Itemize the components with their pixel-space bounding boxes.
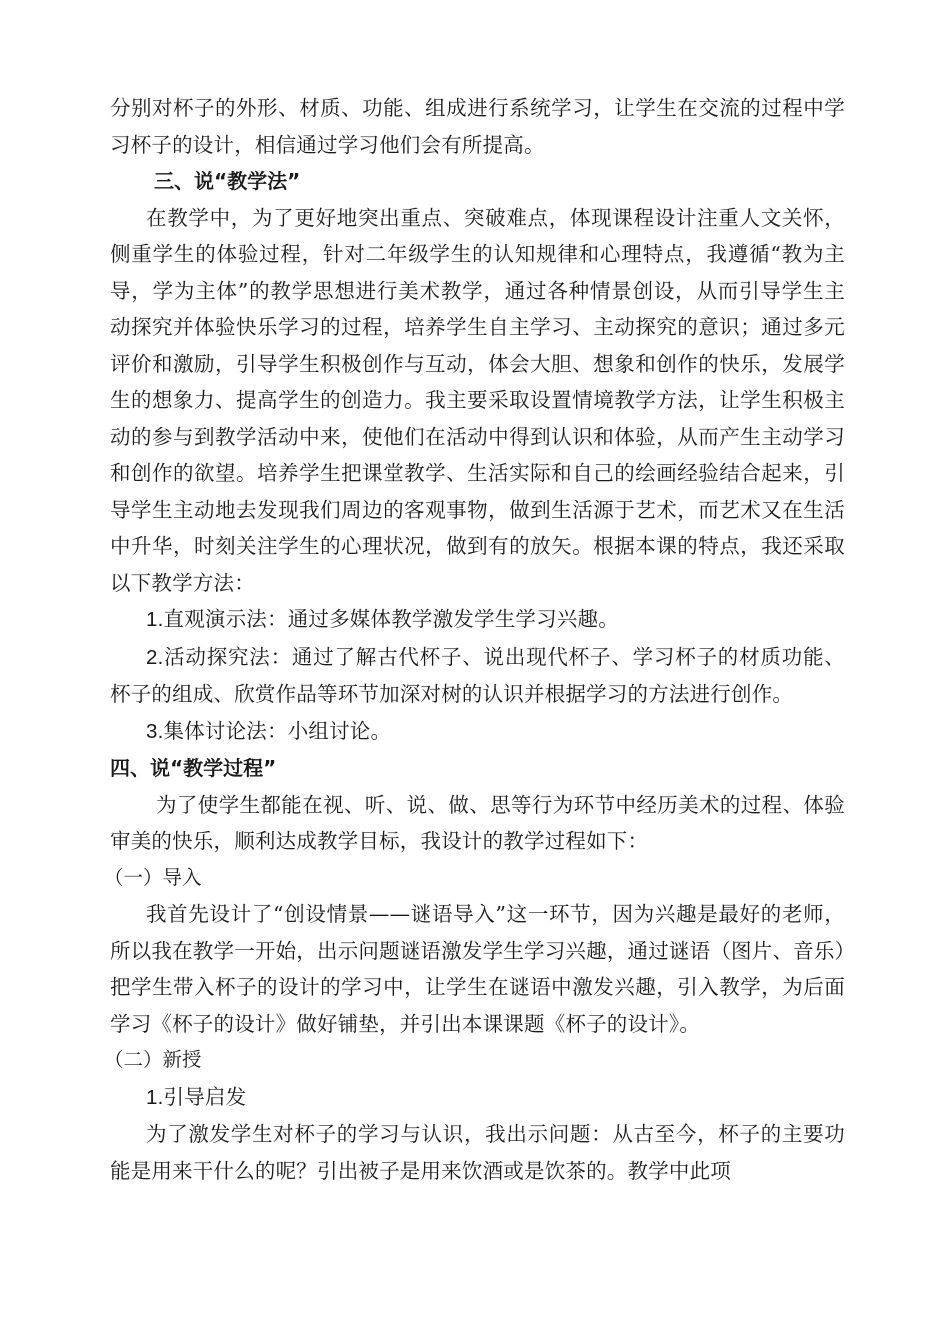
heading-teaching-process: 四、说“教学过程”	[110, 756, 277, 780]
method-item-3-number: 3.	[146, 719, 164, 743]
paragraph-teaching-process: 为了使学生都能在视、听、说、做、思等行为环节中经历美术的过程、体验审美的快乐，顺利达成教学目标，我设计的教学过程如下：	[110, 792, 845, 853]
method-item-1	[110, 601, 845, 639]
subheading-new-teaching: （二）新授	[104, 1048, 202, 1071]
heading-teaching-method: 三、说“教学法”	[154, 169, 301, 193]
paragraph-introduction: 我首先设计了“创设情景——谜语导入”这一环节，因为兴趣是最好的老师，所以我在教学一开始，出示问题谜语激发学生学习兴趣，通过谜语（图片、音乐）把学生带入杯子的设计的学习中，让学生在谜语中激发兴趣，引入教学，为后面学习《杯子的设计》做好铺垫，并引出本课课题《杯子的设计》。	[110, 902, 845, 1036]
method-item-3-text: 集体讨论法：小组讨论。	[163, 718, 392, 743]
paragraph-guidance: 为了激发学生对杯子的学习与认识，我出示问题：从古至今，杯子的主要功能是用来干什么的呢？引出被子是用来饮酒或是饮茶的。教学中此项	[110, 1122, 845, 1183]
method-item-2-text: 活动探究法：通过了解古代杯子、说出现代杯子、学习杯子的材质功能、杯子的组成、欣赏作品等环节加深对树的认识并根据学习的方法进行创作。	[110, 644, 845, 706]
method-item-1-number: 1.	[146, 608, 164, 631]
paragraph-cup-study: 分别对杯子的外形、材质、功能、组成进行系统学习，让学生在交流的过程中学习杯子的设计，相信通过学习他们会有所提高。	[110, 96, 845, 157]
subheading-introduction: （一）导入	[104, 865, 202, 889]
paragraph-teaching-method: 在教学中，为了更好地突出重点、突破难点，体现课程设计注重人文关怀，侧重学生的体验过程，针对二年级学生的认知规律和心理特点，我遵循“教为主导，学为主体”的教学思想进行美术教学，通过各种情景创设，从而引导学生主动探究并体验快乐学习的过程，培养学生自主学习、主动探究的意识；通过多元评价和激励，引导学生积极创作与互动，体会大胆、想象和创作的快乐，发展学生的想象力、提高学生的创造力。我主要采取设置情境教学方法，让学生积极主动的参与到教学活动中来，使他们在活动中得到认识和体验，从而产生主动学习和创作的欲望。培养学生把课堂教学、生活实际和自己的绘画经验结合起来，引导学生主动地去发现我们周边的客观事物，做到生活源于艺术，而艺术又在生活中升华，时刻关注学生的心理状况，做到有的放矢。根据本课的特点，我还采取以下教学方法：	[110, 205, 845, 595]
method-item-2	[110, 639, 845, 713]
guide-item-1-number: 1.	[146, 1085, 164, 1109]
method-item-3	[110, 713, 845, 751]
method-item-2-number: 2.	[146, 645, 164, 669]
guide-item-1	[110, 1079, 845, 1117]
document-page	[104, 90, 845, 1189]
method-item-1-text: 直观演示法：通过多媒体教学激发学生学习兴趣。	[163, 607, 619, 631]
guide-item-1-text: 引导启发	[163, 1084, 247, 1109]
